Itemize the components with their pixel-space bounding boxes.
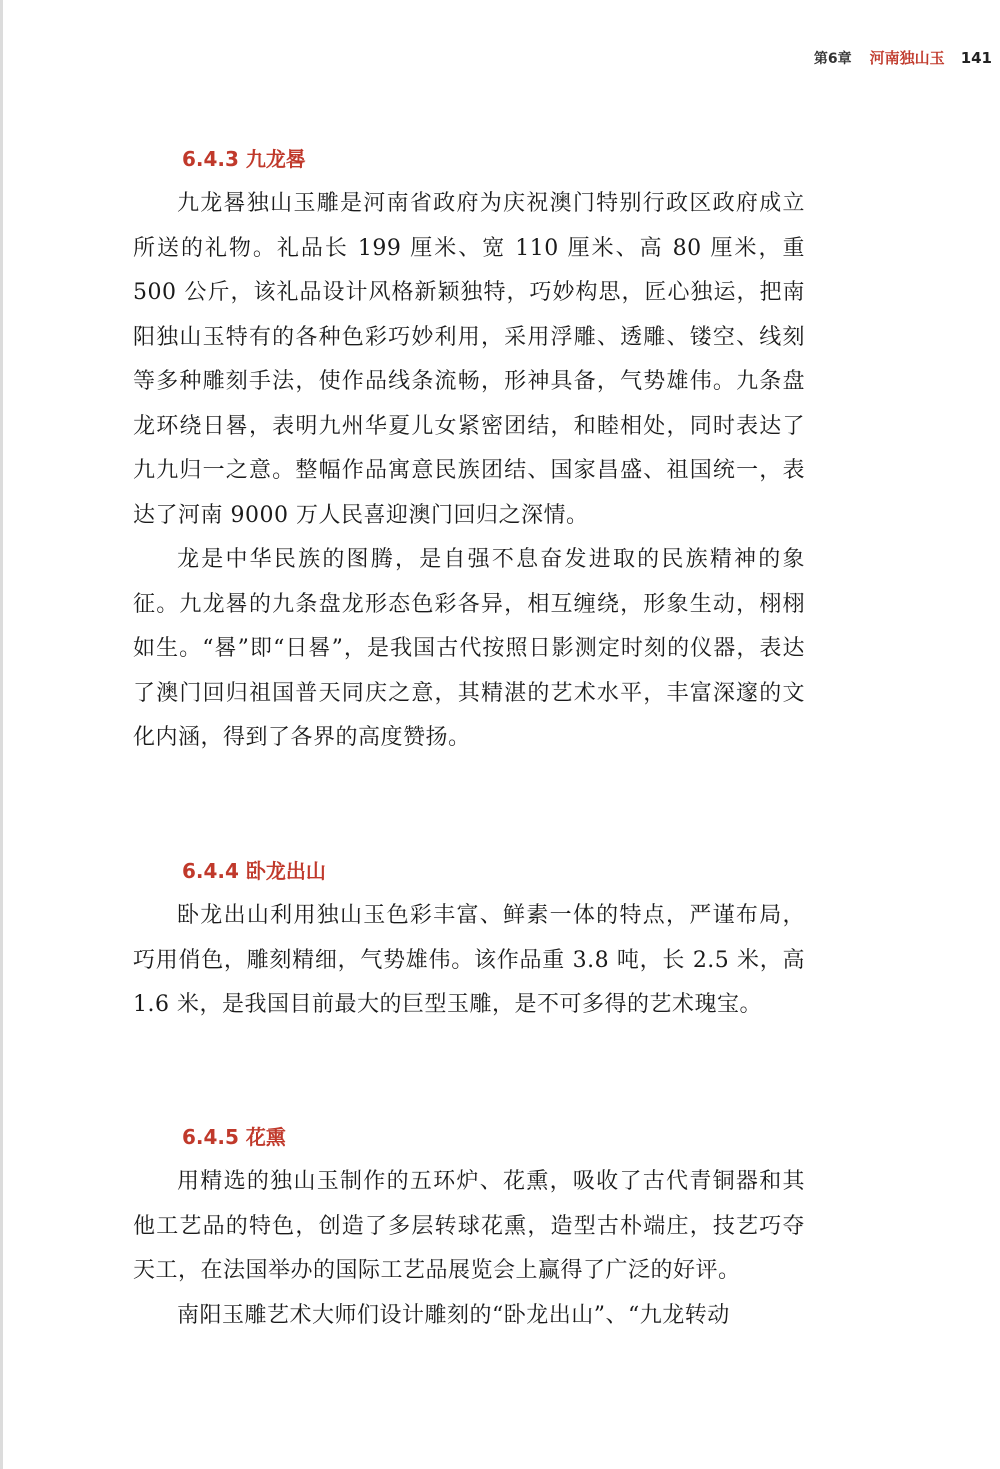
chapter-label: 第6章: [813, 51, 852, 67]
section-heading: 6.4.4 卧龙出山: [182, 859, 326, 883]
section-heading: 6.4.3 九龙晷: [182, 147, 306, 171]
page-number: 141: [960, 49, 992, 67]
section-6-4-4: [133, 858, 805, 1028]
paragraph: 九龙晷独山玉雕是河南省政府为庆祝澳门特别行政区政府成立所送的礼物。礼品长 199 厘米、宽 110 厘米、高 80 厘米，重 500 公斤，该礼品设计风格新颖独特，巧妙构思，匠心独运，把南阳独山玉特有的各种色彩巧妙利用，采用浮雕、透雕、镂空、线刻等多种雕刻手法，使作品线条流畅，形神具备，气势雄伟。九条盘龙环绕日晷，表明九州华夏儿女紧密团结，和睦相处，同时表达了九九归一之意。整幅作品寓意民族团结、国家昌盛、祖国统一，表达了河南 9000 万人民喜迎澳门回归之深情。: [133, 191, 805, 528]
paragraph: 龙是中华民族的图腾，是自强不息奋发进取的民族精神的象征。九龙晷的九条盘龙形态色彩各异，相互缠绕，形象生动，栩栩如生。“晷”即“日晷”，是我国古代按照日影测定时刻的仪器，表达了澳门回归祖国普天同庆之意，其精湛的艺术水平，丰富深邃的文化内涵，得到了各界的高度赞扬。: [133, 547, 805, 750]
section-6-4-3: [133, 146, 805, 761]
running-header: [814, 47, 992, 68]
section-heading: 6.4.5 花熏: [182, 1125, 286, 1149]
paragraph: 南阳玉雕艺术大师们设计雕刻的“卧龙出山”、“九龙转动: [177, 1302, 730, 1328]
chapter-title: 河南独山玉: [869, 49, 945, 67]
paragraph: 卧龙出山利用独山玉色彩丰富、鲜素一体的特点，严谨布局，巧用俏色，雕刻精细，气势雄伟。该作品重 3.8 吨，长 2.5 米，高 1.6 米，是我国目前最大的巨型玉雕，是不可多得的艺术瑰宝。: [133, 903, 805, 1017]
paragraph: 用精选的独山玉制作的五环炉、花熏，吸收了古代青铜器和其他工艺品的特色，创造了多层转球花熏，造型古朴端庄，技艺巧夺天工，在法国举办的国际工艺品展览会上赢得了广泛的好评。: [133, 1169, 805, 1283]
page-edge-shadow: [0, 0, 3, 1469]
section-6-4-5: [133, 1124, 805, 1338]
